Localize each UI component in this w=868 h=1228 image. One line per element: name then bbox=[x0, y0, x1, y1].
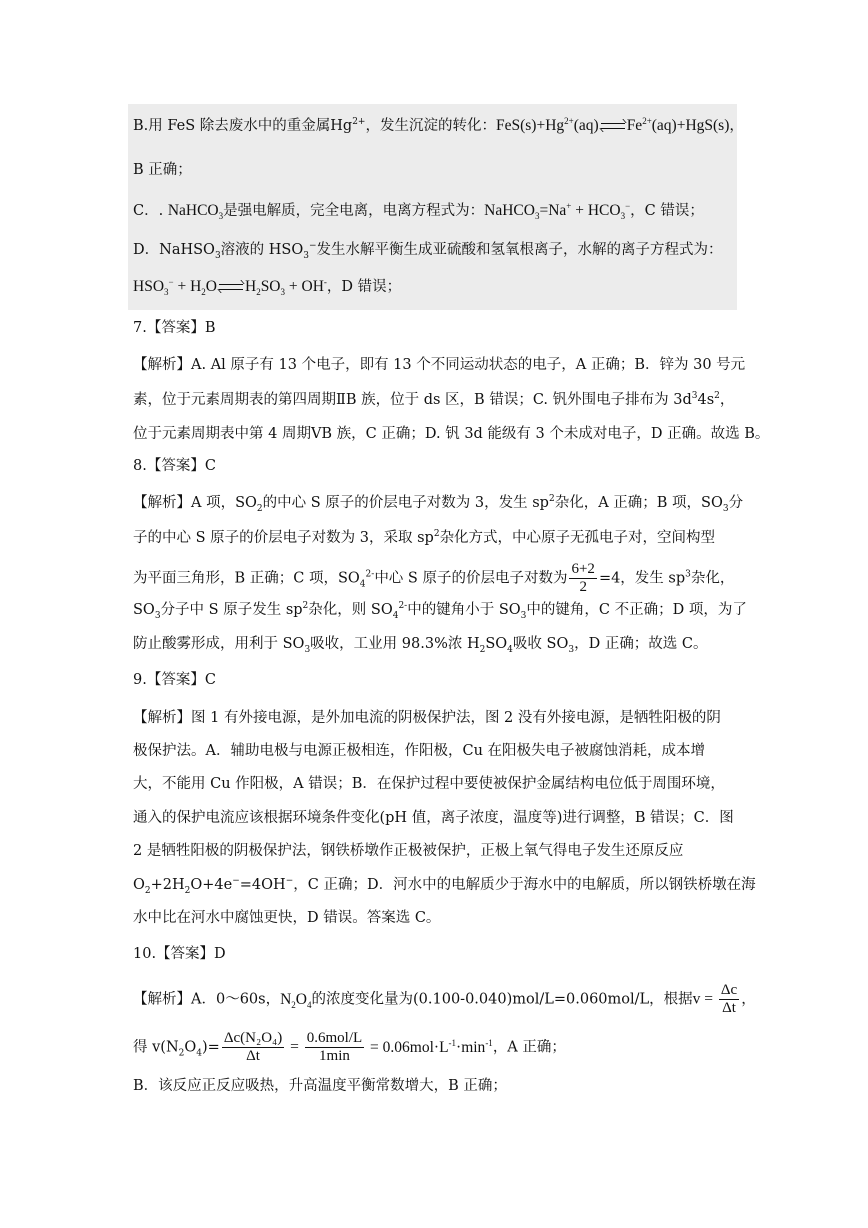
text: ，D 错误； bbox=[326, 279, 402, 295]
fraction bbox=[305, 1030, 364, 1065]
text: 中心 S 原子的价层电子对数为 bbox=[374, 570, 568, 587]
hydrolysis-equation bbox=[133, 277, 401, 297]
text: =4OH bbox=[239, 877, 286, 893]
text: 杂化，则 SO bbox=[308, 602, 393, 618]
q7-answer: 7.【答案】B bbox=[133, 320, 216, 336]
denominator: Δt bbox=[722, 1000, 736, 1016]
q8-explanation-line bbox=[133, 561, 734, 596]
numerator: Δc bbox=[720, 982, 738, 998]
text: 2 bbox=[184, 885, 191, 896]
text: 2 bbox=[256, 287, 261, 298]
text: 杂化方式，中心原子无孤电子对，空间构型 bbox=[439, 530, 716, 546]
text: 【解析】A．0～60s， bbox=[133, 991, 281, 1008]
text: 3 bbox=[218, 211, 224, 222]
text: 杂化， bbox=[690, 570, 735, 587]
q9-explanation-line: 通入的保护电流应该根据环境条件变化(pH 值，离子浓度，温度等)进行调整，B 错误；C．图 bbox=[133, 810, 734, 826]
option-d-line bbox=[133, 240, 723, 260]
text: 防止酸雾形成，用利于 SO bbox=[133, 636, 305, 652]
text: 4 bbox=[392, 610, 399, 621]
q10-explanation-line bbox=[133, 982, 756, 1017]
q8-explanation-line bbox=[133, 634, 708, 654]
q8-explanation-line bbox=[133, 493, 743, 513]
denominator: Δt bbox=[246, 1048, 260, 1064]
q9-explanation-line: 【解析】图 1 有外接电源，是外加电流的阴极保护法，图 2 没有外接电源，是牺牲阳极的阴 bbox=[133, 710, 721, 726]
text: 2 bbox=[256, 503, 263, 514]
text: 的中心 S 原子的价层电子对数为 3，发生 sp bbox=[262, 495, 549, 511]
text: 吸收 SO bbox=[512, 636, 569, 652]
denominator: 1min bbox=[319, 1048, 350, 1064]
q9-explanation-line: 水中比在河水中腐蚀更快，D 错误。答案选 C。 bbox=[133, 910, 441, 926]
text: 2+ bbox=[642, 115, 652, 126]
q9-explanation-line bbox=[133, 875, 756, 895]
text: 3 bbox=[164, 287, 169, 298]
q10-answer: 10.【答案】D bbox=[133, 946, 226, 962]
q7-explanation-line: 位于元素周期表中第 4 周期ⅤB 族，C 正确；D. 钒 3d 能级有 3 个未成对电子，D 正确。故选 B。 bbox=[133, 426, 770, 442]
fraction bbox=[719, 982, 739, 1017]
text: 3 bbox=[691, 391, 698, 402]
numerator: Δc(N₂O₄) bbox=[223, 1030, 283, 1046]
text: NaHCO bbox=[167, 202, 219, 219]
text: + OH bbox=[285, 278, 324, 295]
text: 2 bbox=[291, 999, 296, 1010]
text: =4，发生 sp bbox=[598, 570, 686, 587]
text: ，C 错误； bbox=[630, 203, 704, 219]
text: 3 bbox=[303, 250, 309, 261]
fraction bbox=[222, 1030, 284, 1065]
text: 2+ bbox=[564, 115, 574, 126]
text: C．. bbox=[133, 203, 168, 219]
q7-explanation-line bbox=[133, 390, 734, 410]
text: SO bbox=[260, 278, 281, 295]
text: D．NaHSO bbox=[133, 242, 215, 258]
denominator: 2 bbox=[579, 579, 587, 595]
text: 【解析】A 项，SO bbox=[133, 495, 257, 511]
text: 3 bbox=[568, 644, 575, 655]
text: 的浓度变化量为(0.100-0.040)mol/L=0.060mol/L，根据 bbox=[311, 991, 693, 1008]
text: ， bbox=[741, 991, 756, 1008]
text: 是强电解质，完全电离，电离方程式为： bbox=[223, 203, 485, 219]
text: ， bbox=[719, 392, 735, 408]
text: N bbox=[280, 990, 292, 1008]
text: (aq) bbox=[573, 117, 599, 134]
text: v = bbox=[692, 990, 717, 1008]
text: 4 bbox=[196, 1048, 203, 1059]
text: − bbox=[308, 241, 317, 252]
q9-answer: 9.【答案】C bbox=[133, 672, 216, 688]
text: ·min bbox=[456, 1038, 486, 1056]
text: - bbox=[323, 276, 327, 287]
option-c-line bbox=[133, 201, 704, 221]
text: O+4e bbox=[190, 877, 233, 893]
text: + H bbox=[173, 278, 202, 295]
text: O bbox=[205, 278, 217, 295]
text: 3 bbox=[280, 287, 286, 298]
text: − bbox=[625, 200, 631, 211]
text: 4s bbox=[697, 392, 715, 408]
text: 中的键角小于 SO bbox=[407, 602, 521, 618]
text: 2 bbox=[144, 885, 151, 896]
q10-explanation-line bbox=[133, 1030, 566, 1065]
text: 3 bbox=[214, 250, 221, 261]
text: 4 bbox=[307, 999, 312, 1010]
text: 2 bbox=[302, 601, 309, 612]
text: B.用 FeS 除去废水中的重金属Hg bbox=[133, 118, 353, 134]
text: 2- bbox=[398, 601, 408, 612]
reaction-formula bbox=[496, 117, 729, 134]
q8-explanation-line bbox=[133, 600, 747, 620]
text: O bbox=[184, 1039, 197, 1056]
text: 4 bbox=[359, 579, 366, 590]
text: 杂化，A 正确；B 项，SO bbox=[554, 495, 723, 511]
text: 4 bbox=[507, 644, 513, 655]
q10-explanation-line: B．该反应正反应吸热，升高温度平衡常数增大，B 正确； bbox=[133, 1078, 507, 1094]
ionization-equation bbox=[484, 200, 631, 222]
text: 得 v(N bbox=[133, 1039, 179, 1056]
text: 分 bbox=[728, 495, 744, 511]
text: 3 bbox=[722, 503, 729, 514]
text: H bbox=[244, 278, 257, 295]
text: 2+ bbox=[352, 117, 366, 128]
text: ，C 正确；D．河水中的电解质少于海水中的电解质，所以钢铁桥墩在海 bbox=[293, 877, 756, 893]
text: 3 bbox=[520, 610, 527, 621]
text: 溶液的 HSO bbox=[220, 242, 304, 258]
text: =Na bbox=[539, 202, 567, 219]
text: SO bbox=[485, 636, 508, 652]
q8-answer: 8.【答案】C bbox=[133, 458, 216, 474]
text: Fe bbox=[626, 117, 643, 134]
text: 2 bbox=[714, 391, 720, 402]
text: HSO bbox=[133, 278, 165, 295]
text: − bbox=[285, 876, 294, 887]
text: 3 bbox=[620, 211, 626, 222]
text: ，发生沉淀的转化： bbox=[365, 118, 496, 134]
numerator: 6+2 bbox=[571, 561, 595, 577]
text: 2 bbox=[178, 1048, 185, 1059]
text: + bbox=[566, 200, 572, 211]
text: NaHCO bbox=[484, 202, 535, 219]
q9-explanation-line: 2 是牺牲阳极的阴极保护法，钢铁桥墩作正极被保护，正极上氧气得电子发生还原反应 bbox=[133, 843, 684, 859]
text: (aq)+HgS(s) bbox=[651, 117, 730, 134]
text: 3 bbox=[154, 610, 161, 621]
text: O bbox=[295, 990, 307, 1008]
text: 吸收，工业用 98.3%浓 H bbox=[310, 636, 480, 652]
text: ，D 正确；故选 C。 bbox=[574, 636, 708, 652]
q9-explanation-line: 大，不能用 Cu 作阳极，A 错误；B．在保护过程中要使被保护金属结构电位低于周围环境， bbox=[133, 776, 725, 792]
text: 3 bbox=[304, 644, 311, 655]
text: -1 bbox=[485, 1037, 493, 1048]
text: 素，位于元素周期表的第四周期ⅡB 族，位于 ds 区，B 错误；C. 钒外围电子排布为 3d bbox=[133, 392, 692, 408]
option-b-line-2: B 正确； bbox=[133, 162, 192, 178]
text: +2H bbox=[150, 877, 185, 893]
text: 3 bbox=[534, 211, 540, 222]
text: 发生水解平衡生成亚硫酸和氢氧根离子，水解的离子方程式为： bbox=[316, 242, 723, 258]
text: 2- bbox=[365, 569, 375, 580]
text: − bbox=[232, 876, 240, 887]
fraction bbox=[569, 561, 596, 596]
text: ，A 正确； bbox=[492, 1039, 566, 1056]
text: 中的键角，C 不正确；D 项，为了 bbox=[526, 602, 747, 618]
option-b-line bbox=[133, 116, 744, 136]
equilibrium-arrow-icon bbox=[601, 120, 625, 132]
q9-explanation-line: 极保护法。A．辅助电极与电源正极相连，作阳极，Cu 在阳极失电子被腐蚀消耗，成本增 bbox=[133, 743, 706, 759]
text: − bbox=[168, 276, 174, 287]
text: 分子中 S 原子发生 sp bbox=[160, 602, 303, 618]
q8-explanation-line bbox=[133, 528, 715, 548]
text: FeS(s)+Hg bbox=[495, 117, 565, 134]
q7-explanation-line: 【解析】A. Al 原子有 13 个电子，即有 13 个不同运动状态的电子，A 正确；B．锌为 30 号元 bbox=[133, 357, 746, 373]
equilibrium-arrow-icon bbox=[219, 281, 243, 293]
text: = bbox=[286, 1038, 303, 1056]
text: 2 bbox=[479, 644, 486, 655]
text: )= bbox=[202, 1039, 220, 1056]
text: O bbox=[133, 877, 145, 893]
text: 为平面三角形，B 正确；C 项，SO bbox=[133, 570, 360, 587]
text: = 0.06mol·L bbox=[366, 1038, 449, 1056]
text: 子的中心 S 原子的价层电子对数为 3，采取 sp bbox=[133, 530, 434, 546]
text: 2 bbox=[548, 494, 555, 505]
text: 2 bbox=[201, 287, 206, 298]
text: SO bbox=[133, 602, 155, 618]
text: 3 bbox=[685, 569, 691, 580]
text: -1 bbox=[448, 1037, 457, 1048]
text: ， bbox=[729, 118, 744, 134]
numerator: 0.6mol/L bbox=[306, 1030, 363, 1046]
text: 2 bbox=[433, 529, 440, 540]
text: + HCO bbox=[571, 202, 621, 219]
